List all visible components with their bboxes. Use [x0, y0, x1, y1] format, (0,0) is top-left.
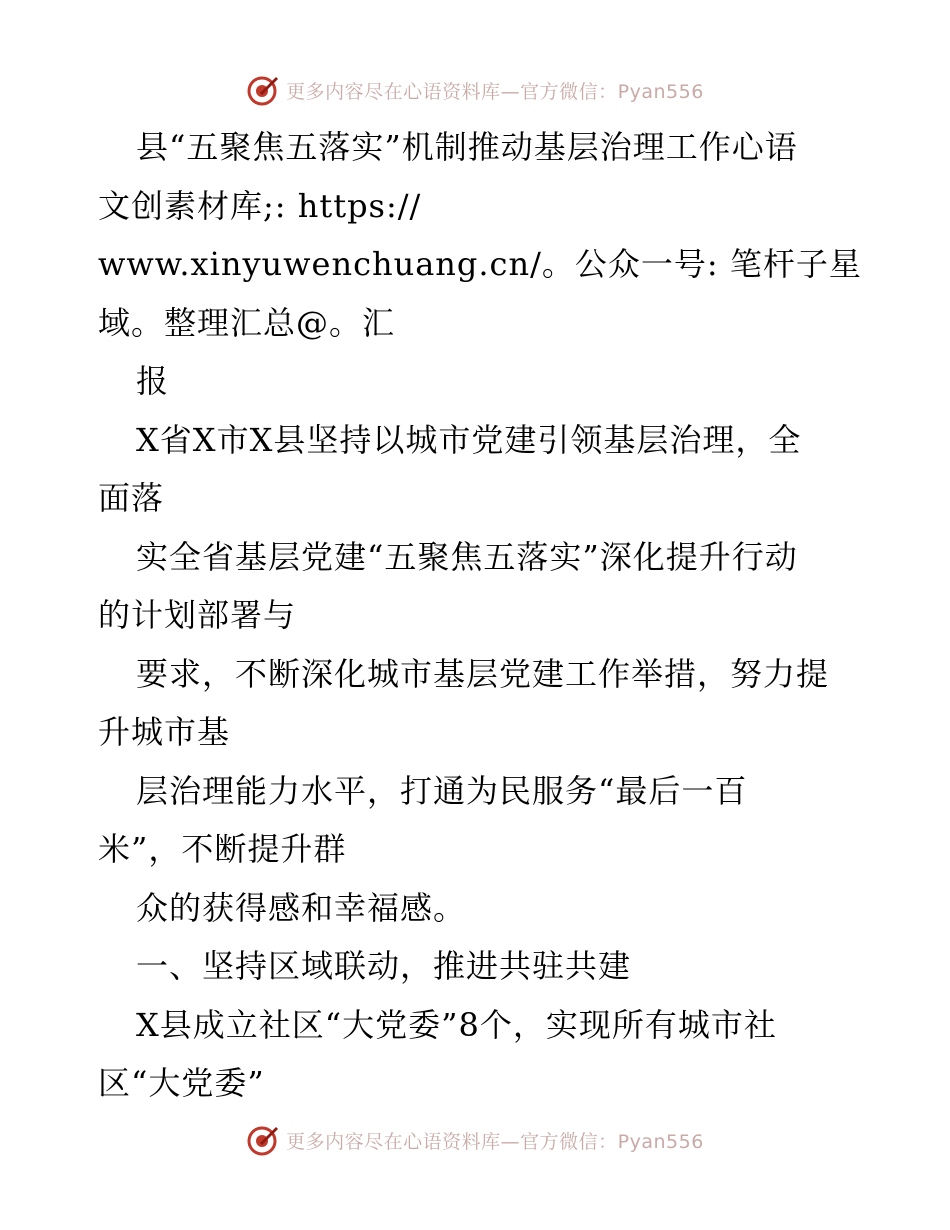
text-line: 县“五聚焦五落实”机制推动基层治理工作心语	[136, 128, 798, 166]
text-line: 报	[136, 362, 170, 400]
text-line: 众的获得感和幸福感。	[136, 888, 467, 927]
text-line: 文创素材库;: https://	[98, 186, 422, 225]
document-body	[98, 118, 862, 1113]
text-line: 一、坚持区域联动，推进共驻共建	[136, 947, 632, 985]
footer-banner	[0, 1120, 950, 1160]
text-line: 米”，不断提升群	[98, 830, 347, 868]
pen-logo-icon	[246, 1123, 280, 1157]
pen-logo-icon	[246, 73, 280, 107]
text-line: X省X市X县坚持以城市党建引领基层治理，全	[136, 420, 802, 459]
text-line: 域。整理汇总@。汇	[98, 303, 396, 342]
text-line: X县成立社区“大党委”8个，实现所有城市社	[136, 1005, 777, 1044]
text-line: 的计划部署与	[98, 596, 297, 634]
header-banner-text: 更多内容尽在心语资料库—官方微信：Pyan556	[286, 80, 704, 103]
text-line: 升城市基	[98, 713, 231, 751]
text-line: 层治理能力水平，打通为民服务“最后一百	[136, 771, 748, 810]
header-banner-inner	[246, 73, 704, 107]
footer-banner-inner	[246, 1123, 704, 1157]
text-line: 区“大党委”	[98, 1064, 265, 1102]
text-line: www.xinyuwenchuang.cn/。公众一号: 笔杆子星	[98, 245, 862, 283]
footer-banner-text: 更多内容尽在心语资料库—官方微信：Pyan556	[286, 1130, 704, 1153]
text-line: 面落	[98, 479, 165, 517]
header-banner	[0, 70, 950, 110]
text-line: 实全省基层党建“五聚焦五落实”深化提升行动	[136, 537, 798, 576]
text-line: 要求，不断深化城市基层党建工作举措，努力提	[136, 654, 830, 693]
